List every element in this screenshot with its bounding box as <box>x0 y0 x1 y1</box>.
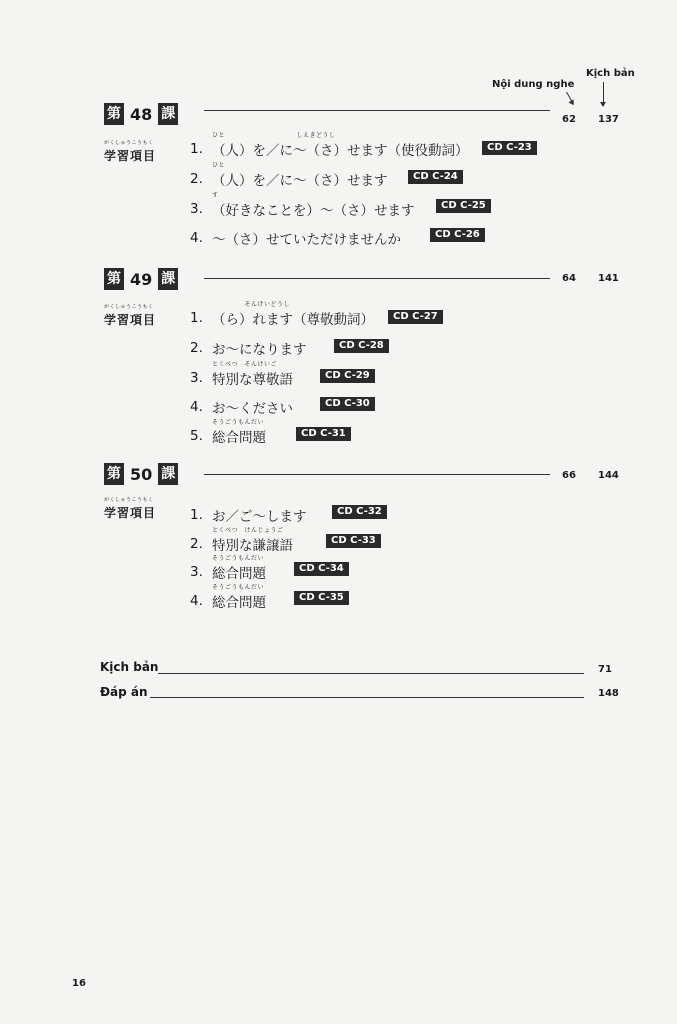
list-item: 3. とくべつ そんけいご 特別な尊敬語 <box>190 361 293 388</box>
lesson-50-leader <box>204 474 550 475</box>
list-item: 3. す （好きなことを）～（さ）せます <box>190 192 415 219</box>
cd-track-badge: CD C-25 <box>436 199 491 213</box>
lesson-50-listen-page: 66 <box>562 470 576 481</box>
script-column-label: Kịch bản <box>586 68 635 79</box>
study-items-label: がくしゅうこうもく 学習項目 <box>104 497 157 520</box>
cd-track-badge: CD C-33 <box>326 534 381 548</box>
lesson-number: 50 <box>130 464 153 484</box>
lesson-49-heading <box>104 267 178 291</box>
ruby: とくべつ そんけいご <box>212 361 278 368</box>
lesson-number: 48 <box>130 104 153 124</box>
cd-track-badge: CD C-32 <box>332 505 387 519</box>
answer-entry-label: Đáp án <box>100 685 148 699</box>
study-items-ruby: がくしゅうこうもく <box>104 497 154 503</box>
script-entry-page: 71 <box>598 664 612 675</box>
study-items-ruby: がくしゅうこうもく <box>104 304 154 310</box>
cd-track-badge: CD C-30 <box>320 397 375 411</box>
lesson-49-script-page: 141 <box>598 273 619 284</box>
cd-track-badge: CD C-31 <box>296 427 351 441</box>
dai-mark: 第 <box>104 463 124 485</box>
ka-mark: 課 <box>158 463 178 485</box>
ruby: ひと <box>212 162 226 169</box>
list-item: 4. お～ください <box>190 399 293 417</box>
study-items-ruby: がくしゅうこうもく <box>104 140 154 146</box>
cd-track-badge: CD C-26 <box>430 228 485 242</box>
lesson-number: 49 <box>130 269 153 289</box>
lesson-48-heading <box>104 102 178 126</box>
dai-mark: 第 <box>104 103 124 125</box>
list-item: 1. そんけいどうし （ら）れます（尊敬動詞） <box>190 301 374 328</box>
cd-track-badge: CD C-28 <box>334 339 389 353</box>
ka-mark: 課 <box>158 103 178 125</box>
cd-track-badge: CD C-34 <box>294 562 349 576</box>
list-item: 2. とくべつ けんじょうご 特別な謙譲語 <box>190 527 293 554</box>
list-item: 4. そうごうもんだい 総合問題 <box>190 584 266 611</box>
dai-mark: 第 <box>104 268 124 290</box>
ruby: そうごうもんだい <box>212 419 265 426</box>
script-entry-leader <box>158 673 584 674</box>
cd-track-badge: CD C-29 <box>320 369 375 383</box>
cd-track-badge: CD C-27 <box>388 310 443 324</box>
list-item: 5. そうごうもんだい 総合問題 <box>190 419 266 446</box>
ruby: そんけいどうし <box>212 301 291 308</box>
study-items-label: がくしゅうこうもく 学習項目 <box>104 140 157 163</box>
list-item: 4. ～（さ）せていただけませんか <box>190 230 401 248</box>
cd-track-badge: CD C-24 <box>408 170 463 184</box>
ruby: とくべつ けんじょうご <box>212 527 284 534</box>
list-item: 3. そうごうもんだい 総合問題 <box>190 555 266 582</box>
lesson-49-listen-page: 64 <box>562 273 576 284</box>
ruby: そうごうもんだい <box>212 555 265 562</box>
lesson-50-heading <box>104 462 178 486</box>
script-entry-label: Kịch bản <box>100 660 159 674</box>
lesson-49-leader <box>204 278 550 279</box>
ruby: ひと しえきどうし <box>212 132 336 139</box>
ruby: す <box>212 192 219 199</box>
show-through-shadow <box>110 75 121 91</box>
answer-entry-page: 148 <box>598 688 619 699</box>
listen-column-label: Nội dung nghe <box>492 79 575 90</box>
answer-entry-leader <box>150 697 584 698</box>
list-item: 2. ひと （人）を／に～（さ）せます <box>190 162 388 189</box>
script-arrow-icon <box>603 82 604 106</box>
list-item: 1. ひと しえきどうし （人）を／に～（さ）せます（使役動詞） <box>190 132 469 159</box>
cd-track-badge: CD C-23 <box>482 141 537 155</box>
ka-mark: 課 <box>158 268 178 290</box>
lesson-48-listen-page: 62 <box>562 114 576 125</box>
list-item: 2. お～になります <box>190 340 307 358</box>
lesson-50-script-page: 144 <box>598 470 619 481</box>
page-number: 16 <box>72 978 86 989</box>
study-items-label: がくしゅうこうもく 学習項目 <box>104 304 157 327</box>
lesson-48-script-page: 137 <box>598 114 619 125</box>
lesson-48-leader <box>204 110 550 111</box>
ruby: そうごうもんだい <box>212 584 265 591</box>
listen-arrow-icon <box>566 92 574 105</box>
list-item: 1. お／ご～します <box>190 507 307 525</box>
cd-track-badge: CD C-35 <box>294 591 349 605</box>
